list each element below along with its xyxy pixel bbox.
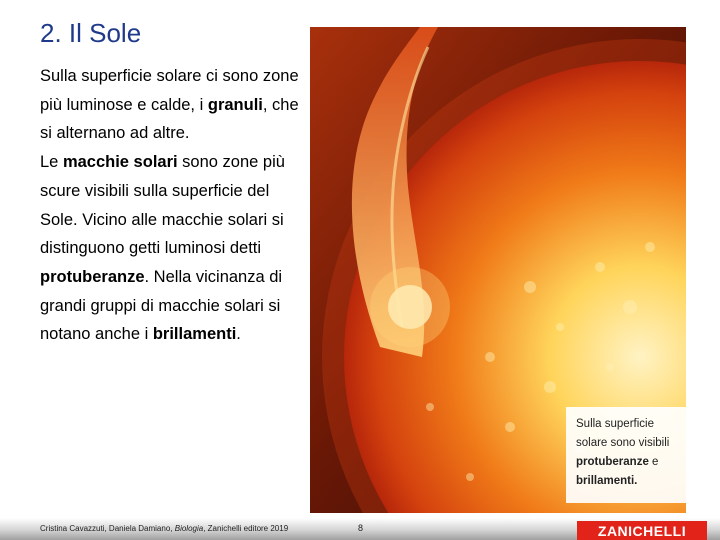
- bold-term: macchie solari: [62, 153, 178, 172]
- text-run: .: [236, 325, 241, 344]
- text-run: , che si alternano ad altre.: [40, 95, 299, 143]
- body-paragraph: [40, 148, 302, 349]
- text-run: Le: [40, 153, 63, 172]
- text-run: sono zone più scure visibili sulla superficie del Sole. Vicino alle macchie solari si distinguono getti luminosi detti: [40, 153, 285, 258]
- text-run: . Nella vicinanza di grandi gruppi di macchie solari si notano anche i: [40, 267, 283, 344]
- bold-term: brillamenti: [152, 325, 237, 344]
- text-run: Cristina Cavazzuti, Daniela Damiano,: [40, 524, 175, 533]
- body-text: [40, 62, 302, 349]
- footer-credit: [40, 524, 288, 533]
- text-run: Sulla superficie solare sono visibili: [576, 418, 670, 449]
- bold-term: brillamenti.: [576, 475, 638, 487]
- publisher-logo: ZANICHELLI: [577, 521, 707, 540]
- page-number: 8: [358, 523, 364, 533]
- bold-term: protuberanze: [576, 456, 649, 468]
- text-run: , Zanichelli editore 2019: [203, 524, 289, 533]
- photo-caption: [566, 407, 686, 503]
- text-run: e: [648, 456, 659, 468]
- body-paragraph: [40, 62, 302, 148]
- slide-title: 2. Il Sole: [40, 18, 142, 48]
- bold-term: protuberanze: [40, 267, 145, 286]
- bold-term: granuli: [207, 95, 263, 114]
- italic-text: Biologia: [174, 524, 204, 533]
- text-run: Sulla superficie solare ci sono zone più luminose e calde, i: [40, 67, 299, 114]
